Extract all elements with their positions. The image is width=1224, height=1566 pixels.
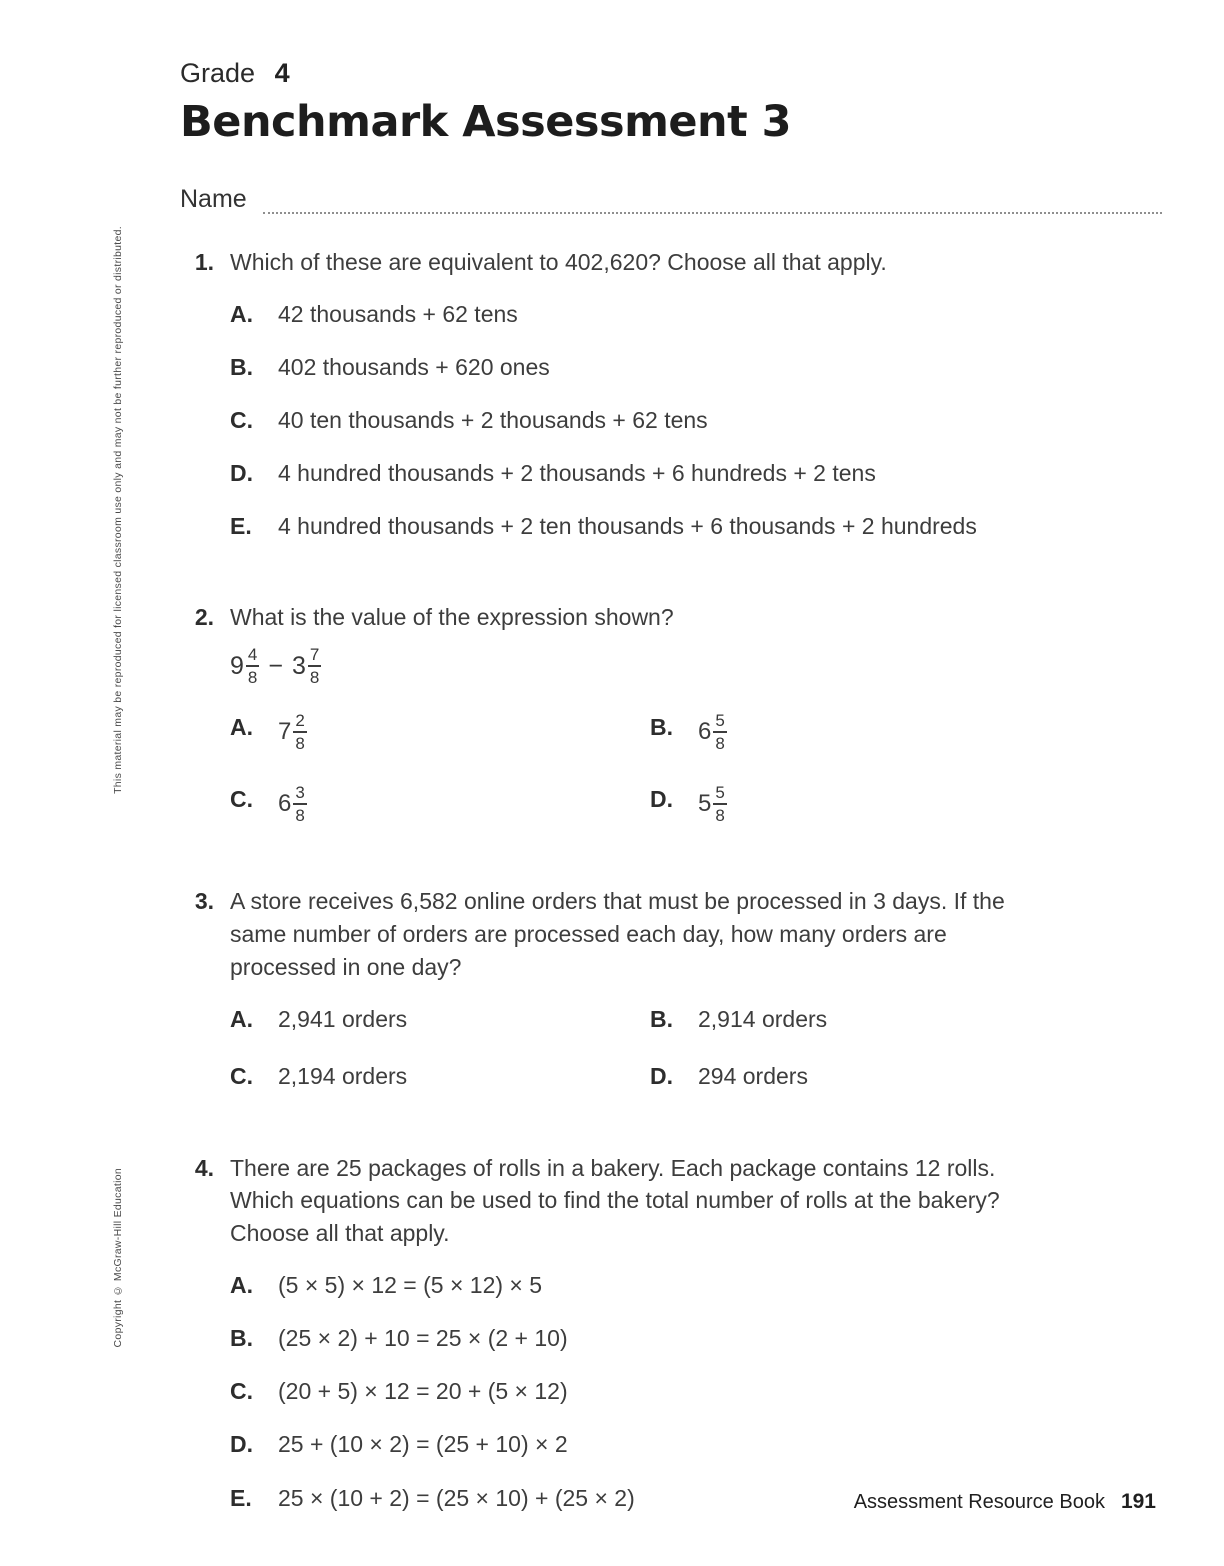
choice-1c (230, 404, 1162, 436)
fraction (308, 645, 321, 687)
question-body (230, 1152, 1162, 1514)
fraction-numerator: 2 (293, 711, 306, 733)
question-1 (180, 246, 1162, 543)
choice-text: 42 thousands + 62 tens (278, 300, 518, 327)
choice-text: 402 thousands + 620 ones (278, 353, 550, 380)
choice-3c (230, 1060, 650, 1092)
fraction (246, 645, 259, 687)
fraction-numerator: 5 (713, 783, 726, 805)
choice-label: C. (230, 1062, 253, 1089)
whole-number: 6 (698, 718, 712, 746)
choice-list (230, 1003, 1162, 1091)
question-number: 4. (194, 1154, 214, 1181)
choice-4b (230, 1322, 1162, 1354)
page-title: Benchmark Assessment 3 (180, 97, 792, 147)
choice-1b (230, 351, 1162, 383)
choice-label: C. (230, 407, 253, 434)
question-prompt: What is the value of the expression shown? (230, 603, 674, 630)
fraction-numerator: 7 (308, 645, 321, 667)
choice-text: (20 + 5) × 12 = 20 + (5 × 12) (278, 1378, 568, 1405)
choice-1d (230, 457, 1162, 489)
choice-label: A. (230, 714, 253, 741)
math-expression (230, 645, 1162, 687)
reproduction-notice: This material may be reproduced for licensed classroom use only and may not be further reproduced or distributed. (112, 226, 124, 794)
choice-label: D. (650, 786, 673, 813)
fraction-denominator: 8 (309, 668, 320, 688)
name-row (180, 185, 1162, 214)
minus-operator: − (268, 651, 283, 680)
grade-line (180, 58, 1162, 89)
book-title: Assessment Resource Book (853, 1491, 1105, 1513)
fraction (293, 783, 306, 825)
choice-list (230, 1269, 1162, 1514)
fraction-numerator: 3 (293, 783, 306, 805)
question-number: 2. (194, 603, 214, 630)
question-body (230, 246, 1162, 543)
choice-text: 2,941 orders (278, 1006, 408, 1033)
choice-label: D. (230, 1431, 253, 1458)
choice-2b (650, 711, 1162, 753)
choice-label: C. (230, 1378, 253, 1405)
choice-4d (230, 1428, 1162, 1460)
choice-text: (5 × 5) × 12 = (5 × 12) × 5 (278, 1271, 543, 1298)
choice-text: 4 hundred thousands + 2 thousands + 6 hundreds + 2 tens (278, 460, 876, 487)
page-number: 191 (1120, 1490, 1156, 1513)
question-number: 3. (194, 888, 214, 915)
page-header (180, 58, 1162, 214)
mixed-number (230, 645, 259, 687)
choice-4c (230, 1375, 1162, 1407)
grade-label: Grade (180, 58, 256, 88)
choice-label: E. (230, 1484, 252, 1511)
whole-number: 3 (291, 651, 306, 680)
grade-value: 4 (274, 58, 290, 88)
choice-1e (230, 510, 1162, 542)
question-prompt: There are 25 packages of rolls in a bakery. Each package contains 12 rolls. Which equations can be used to find the total number of rolls at the bakery? Choose all that apply. (230, 1154, 1000, 1247)
whole-number: 9 (230, 651, 244, 680)
fraction-denominator: 8 (295, 734, 305, 754)
choice-label: B. (230, 353, 253, 380)
page-footer (854, 1490, 1156, 1514)
choice-text: 25 + (10 × 2) = (25 + 10) × 2 (278, 1431, 568, 1458)
question-3 (180, 885, 1162, 1091)
choice-2c (230, 783, 650, 825)
choice-label: B. (230, 1324, 253, 1351)
question-body (230, 601, 1162, 826)
choice-list (230, 711, 1162, 825)
page-content (180, 58, 1162, 1514)
whole-number: 7 (278, 718, 292, 746)
mixed-number (698, 711, 727, 753)
fraction-numerator: 5 (713, 711, 726, 733)
whole-number: 5 (698, 790, 712, 818)
name-label: Name (180, 185, 247, 213)
choice-label: E. (230, 513, 252, 540)
choice-label: D. (650, 1062, 673, 1089)
question-prompt: A store receives 6,582 online orders that must be processed in 3 days. If the same number of orders are processed each day, how many orders are processed in one day? (230, 888, 1005, 980)
choice-1a (230, 298, 1162, 330)
choice-text: 2,914 orders (698, 1006, 828, 1033)
fraction-denominator: 8 (295, 806, 305, 826)
choice-text: (25 × 2) + 10 = 25 × (2 + 10) (278, 1324, 568, 1351)
name-blank-line (263, 190, 1162, 214)
choice-list (230, 298, 1162, 543)
mixed-number (292, 645, 321, 687)
choice-text: 294 orders (698, 1062, 808, 1089)
fraction (713, 783, 726, 825)
question-number: 1. (194, 249, 214, 275)
question-4 (180, 1152, 1162, 1514)
choice-3a (230, 1003, 650, 1035)
copyright-notice: Copyright © McGraw-Hill Education (112, 1168, 124, 1348)
choice-text: 25 × (10 + 2) = (25 × 10) + (25 × 2) (278, 1484, 635, 1511)
choice-2a (230, 711, 650, 753)
choice-label: B. (650, 714, 673, 741)
whole-number: 6 (278, 790, 292, 818)
mixed-number (278, 783, 307, 825)
choice-3b (650, 1003, 1162, 1035)
choice-text: 4 hundred thousands + 2 ten thousands + 6 thousands + 2 hundreds (278, 513, 977, 540)
mixed-number (698, 783, 727, 825)
choice-label: B. (650, 1006, 673, 1033)
question-prompt: Which of these are equivalent to 402,620? Choose all that apply. (230, 249, 887, 275)
choice-label: C. (230, 786, 253, 813)
fraction-numerator: 4 (246, 645, 259, 667)
choice-text: 40 ten thousands + 2 thousands + 62 tens (278, 407, 708, 434)
question-2 (180, 601, 1162, 826)
choice-text: 2,194 orders (278, 1062, 408, 1089)
choice-4a (230, 1269, 1162, 1301)
fraction-denominator: 8 (715, 734, 725, 754)
choice-label: A. (230, 300, 253, 327)
fraction-denominator: 8 (715, 806, 725, 826)
fraction (293, 711, 306, 753)
fraction-denominator: 8 (247, 668, 258, 688)
choice-3d (650, 1060, 1162, 1092)
mixed-number (278, 711, 307, 753)
choice-label: A. (230, 1006, 253, 1033)
choice-label: A. (230, 1271, 253, 1298)
fraction (713, 711, 726, 753)
choice-2d (650, 783, 1162, 825)
choice-label: D. (230, 460, 253, 487)
question-body (230, 885, 1162, 1091)
